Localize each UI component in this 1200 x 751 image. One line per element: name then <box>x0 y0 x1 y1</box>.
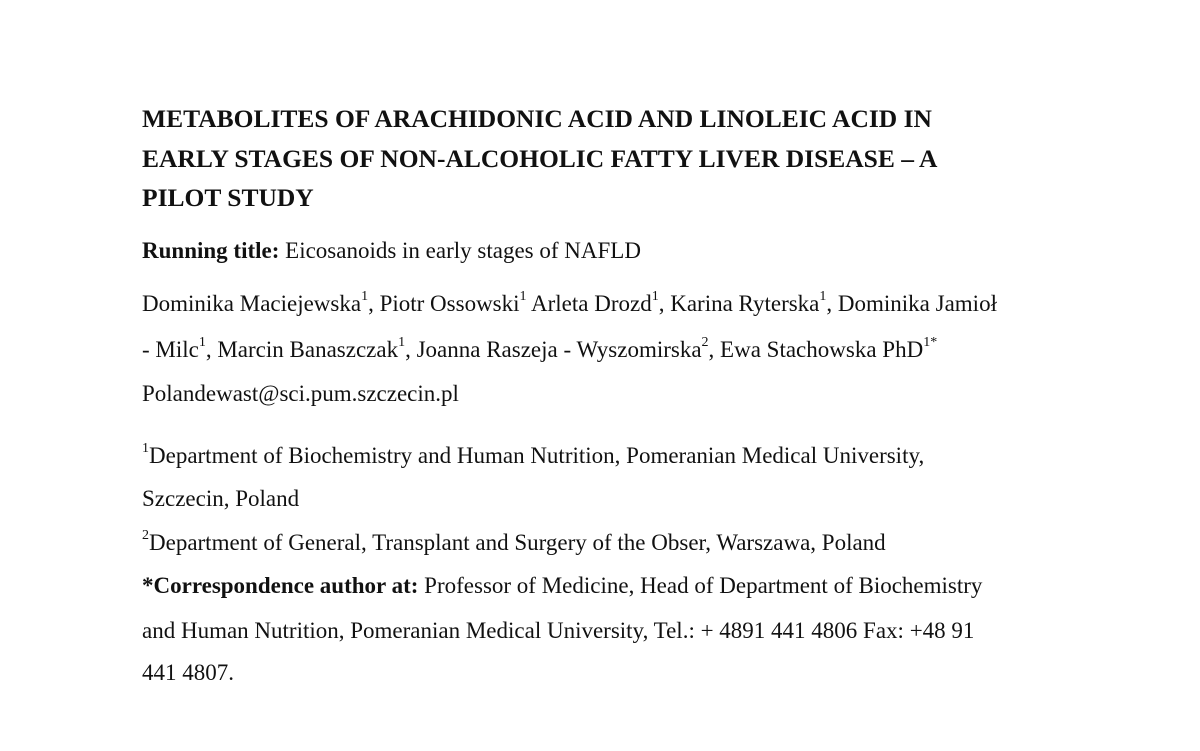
author-affiliation-mark: 1 <box>361 289 369 305</box>
author-separator: , <box>708 337 721 362</box>
author-affiliation-mark: 1* <box>923 335 938 351</box>
author-separator: , <box>205 337 218 362</box>
correspondence-line-3: 441 4807. <box>142 660 234 685</box>
affiliation-text: Department of General, Transplant and Surgery of the Obser, Warszawa, Poland <box>149 530 886 555</box>
corresponding-email[interactable]: Polandewast@sci.pum.szczecin.pl <box>142 381 459 406</box>
correspondence-label: *Correspondence author at: <box>142 573 419 598</box>
title-line: EARLY STAGES OF NON-ALCOHOLIC FATTY LIVER DISEASE – A <box>142 143 938 173</box>
affiliation-1 <box>142 441 924 471</box>
affiliation-2 <box>142 528 886 558</box>
author-name: Dominika Maciejewska <box>142 291 362 316</box>
author-separator: , <box>368 291 380 316</box>
author-separator: , <box>405 337 417 362</box>
author-affiliation-mark: 1 <box>651 289 659 305</box>
running-title <box>142 236 641 266</box>
author-name: Piotr Ossowski <box>379 291 520 316</box>
author-name: Dominika Jamioł <box>837 291 997 316</box>
authors-line-1 <box>142 289 997 319</box>
author-affiliation-mark: 1 <box>398 335 406 351</box>
running-title-label: Running title: <box>142 238 280 263</box>
running-title-text: Eicosanoids in early stages of NAFLD <box>279 238 641 263</box>
affiliation-1-continued: Szczecin, Poland <box>142 486 300 511</box>
author-separator: , <box>826 291 838 316</box>
author-name: Ewa Stachowska PhD <box>720 337 924 362</box>
affiliation-text: Department of Biochemistry and Human Nutrition, Pomeranian Medical University, <box>149 443 925 468</box>
correspondence-line-1 <box>142 571 982 601</box>
affiliation-mark: 2 <box>142 528 149 544</box>
affiliation-mark: 1 <box>142 441 149 457</box>
author-affiliation-mark: 2 <box>701 335 709 351</box>
author-affiliation-mark: 1 <box>198 335 206 351</box>
author-name: Karina Ryterska <box>670 291 820 316</box>
author-affiliation-mark: 1 <box>519 289 527 305</box>
author-name: - Milc <box>142 337 199 362</box>
paper-title <box>142 99 1142 218</box>
correspondence-line-2: and Human Nutrition, Pomeranian Medical University, Tel.: + 4891 441 4806 Fax: +48 91 <box>142 618 975 643</box>
author-name: Arleta Drozd <box>531 291 652 316</box>
title-line: PILOT STUDY <box>142 183 314 212</box>
author-affiliation-mark: 1 <box>819 289 827 305</box>
authors-line-2 <box>142 335 937 365</box>
author-name: Marcin Banaszczak <box>217 337 399 362</box>
author-name: Joanna Raszeja - Wyszomirska <box>416 337 702 362</box>
title-line: METABOLITES OF ARACHIDONIC ACID AND LINOLEIC ACID IN <box>142 104 932 133</box>
author-separator: , <box>658 291 671 316</box>
correspondence-text: Professor of Medicine, Head of Department of Biochemistry <box>418 573 983 598</box>
